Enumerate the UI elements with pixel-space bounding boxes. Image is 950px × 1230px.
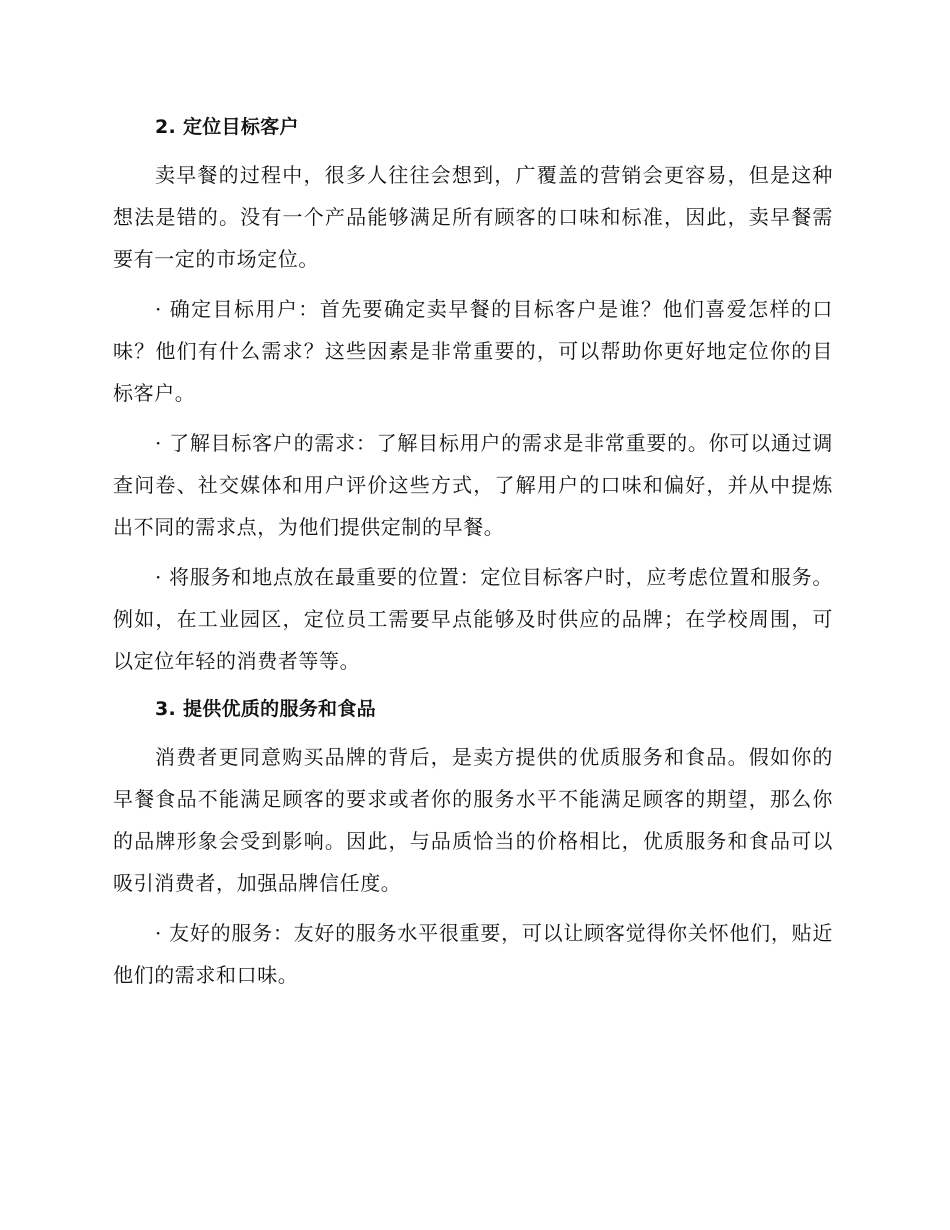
bullet-understand-needs: · 了解目标客户的需求：了解目标用户的需求是非常重要的。你可以通过调查问卷、社交媒体和用户评价这些方式，了解用户的口味和偏好，并从中提炼出不同的需求点，为他们提供定制的早餐。 bbox=[113, 431, 833, 539]
document-page bbox=[113, 108, 833, 1004]
section-heading-target-customers: 2. 定位目标客户 bbox=[155, 116, 299, 138]
bullet-service-and-location: · 将服务和地点放在最重要的位置：定位目标客户时，应考虑位置和服务。例如，在工业园区，定位员工需要早点能够及时供应的品牌；在学校周围，可以定位年轻的消费者等等。 bbox=[113, 565, 833, 673]
section-heading-quality-service: 3. 提供优质的服务和食品 bbox=[155, 698, 376, 720]
paragraph-market-positioning: 卖早餐的过程中，很多人往往会想到，广覆盖的营销会更容易，但是这种想法是错的。没有一个产品能够满足所有顾客的口味和标准，因此，卖早餐需要有一定的市场定位。 bbox=[113, 163, 833, 271]
bullet-friendly-service: · 友好的服务：友好的服务水平很重要，可以让顾客觉得你关怀他们，贴近他们的需求和口味。 bbox=[113, 921, 833, 987]
paragraph-quality-service-food: 消费者更同意购买品牌的背后，是卖方提供的优质服务和食品。假如你的早餐食品不能满足顾客的要求或者你的服务水平不能满足顾客的期望，那么你的品牌形象会受到影响。因此，与品质恰当的价格相比，优质服务和食品可以吸引消费者，加强品牌信任度。 bbox=[113, 745, 833, 895]
bullet-define-target-users: · 确定目标用户：首先要确定卖早餐的目标客户是谁？他们喜爱怎样的口味？他们有什么需求？这些因素是非常重要的，可以帮助你更好地定位你的目标客户。 bbox=[113, 297, 833, 405]
